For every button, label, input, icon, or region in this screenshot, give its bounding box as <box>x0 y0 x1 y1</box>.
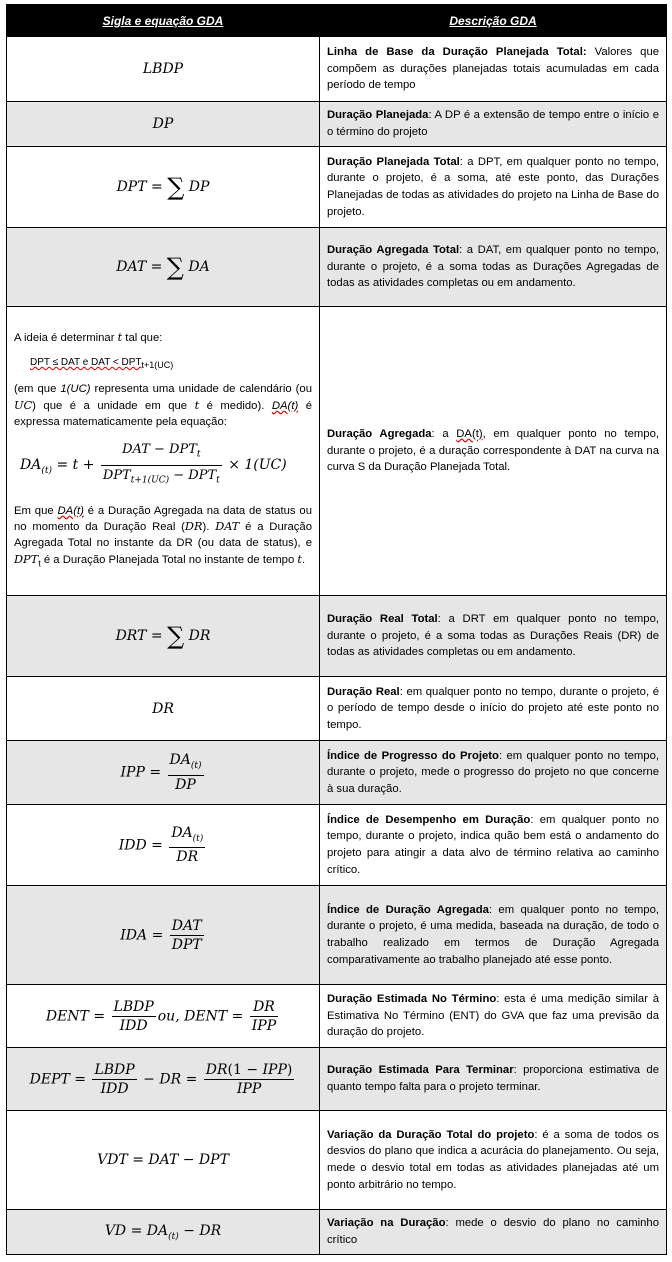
description-cell: Duração Estimada Para Terminar: proporciona estimativa de quanto tempo falta para o projeto terminar. <box>320 1048 667 1111</box>
description-cell: Duração Agregada: a DA(t), em qualquer ponto no tempo, durante o projeto, é a duração correspondente à DAT na curva na curva S da Duração Planejada Total. <box>320 307 667 596</box>
equation-dp: DP <box>7 102 320 147</box>
equation-dept: DEPT = $\frac{\text{LBDP}}{\text{IDD}}$ − DR = $\frac{\text{DR(1 − IPP)}}{\text{IPP}}$ <box>7 1048 320 1111</box>
ideia-cell: A ideia é determinar t tal que: DPT ≤ DAT e DAT < $DPT_{t+1(UC)}$ (em que 1(UC) representa uma unidade de calendário (ou UC) que é a unidade em que t é medido). DA(t) é expressa matematicamente pela equação: $DA_{(t)} = t$ + $\frac{DAT - DPT_t}{DPT_{t+1(UC)} - DPT_t}$ × 1(UC) Em que DA(t) é a Duração Agregada na data de status ou no momento da Duração Real (DR). DAT é a Duração Agregada Total no instante da DR (ou data de status), e $DPT_t$ é a Duração Planejada Total no instante de tempo t. <box>7 307 320 596</box>
equation-vdt: VDT = DAT − DPT <box>7 1111 320 1210</box>
equation-vd: VD = $DA_{(t)}$ − DR <box>7 1210 320 1255</box>
equation-dent: DENT = $\frac{\text{LBDP}}{\text{IDD}}$ ou, DENT = $\frac{DR}{\text{IPP}}$ <box>7 985 320 1048</box>
description-cell: Duração Agregada Total: a DAT, em qualquer ponto no tempo, durante o projeto, é a soma todas as Durações Agregadas de todas as atividades completas ou em andamento. <box>320 228 667 307</box>
table-row <box>7 805 667 886</box>
equation-dr: DR <box>7 677 320 741</box>
equation-dat: DAT = ∑ DA <box>7 228 320 307</box>
table-row <box>7 1210 667 1255</box>
description-cell: Variação da Duração Total do projeto: é a soma de todos os desvios do plano que indica a acurácia do planejamento. Ou seja, mede o desvio total em todas as atividades planejadas até um ponto arbitrário no tempo. <box>320 1111 667 1210</box>
table-row <box>7 596 667 677</box>
description-cell: Duração Planejada Total: a DPT, em qualquer ponto no tempo, durante o projeto, é a soma, até este ponto, das Durações Planejadas de todas as atividades do projeto na Linha de Base do projeto. <box>320 147 667 228</box>
equation-da-t: $DA_{(t)} = t$ + $\frac{DAT - DPT_t}{DPT_{t+1(UC)} - DPT_t}$ × 1(UC) <box>20 442 287 486</box>
equation-dpt: DPT = ∑ DP <box>7 147 320 228</box>
condition-equation: DPT ≤ DAT e DAT < DPT <box>30 356 142 368</box>
equation-idd: IDD = $\frac{DA_{(t)}}{DR}$ <box>7 805 320 886</box>
description-cell: Duração Estimada No Término: esta é uma medição similar à Estimativa No Término (ENT) do GVA que faz uma previsão da duração do projeto. <box>320 985 667 1048</box>
header-descricao: Descrição GDA <box>320 5 667 37</box>
table-row <box>7 886 667 985</box>
table-row <box>7 307 667 596</box>
table-row <box>7 147 667 228</box>
table-row <box>7 741 667 805</box>
description-cell: Índice de Progresso do Projeto: em qualquer ponto no tempo, durante o projeto, mede o progresso do projeto no que concerne à sua duração. <box>320 741 667 805</box>
table-row <box>7 228 667 307</box>
description-cell: Duração Planejada: A DP é a extensão de tempo entre o início e o término do projeto <box>320 102 667 147</box>
table-row <box>7 677 667 741</box>
description-cell: Duração Real: em qualquer ponto no tempo, durante o projeto, é o período de tempo desde o início do projeto até este ponto no tempo. <box>320 677 667 741</box>
table-row <box>7 1111 667 1210</box>
description-cell: Variação na Duração: mede o desvio do plano no caminho crítico <box>320 1210 667 1255</box>
equation-ida: IDA = $\frac{\text{DAT}}{\text{DPT}}$ <box>7 886 320 985</box>
table-header-row <box>7 5 667 37</box>
equation-ipp: IPP = $\frac{DA_{(t)}}{DP}$ <box>7 741 320 805</box>
equation-drt: DRT = ∑ DR <box>7 596 320 677</box>
description-cell: Linha de Base da Duração Planejada Total: Valores que compõem as durações planejadas totais acumuladas em cada período de tempo <box>320 37 667 102</box>
table-row <box>7 102 667 147</box>
table-row <box>7 1048 667 1111</box>
description-cell: Índice de Desempenho em Duração: em qualquer ponto no tempo, durante o projeto, indica quão bem está o andamento do projeto para atingir a data alvo de término relativa ao caminho crítico. <box>320 805 667 886</box>
table-row <box>7 985 667 1048</box>
header-sigla: Sigla e equação GDA <box>7 5 320 37</box>
equation-lbdp: LBDP <box>7 37 320 102</box>
description-cell: Índice de Duração Agregada: em qualquer ponto no tempo, durante o projeto, é uma medida, baseada na duração, de todo o trabalho realizado em termos de Duração Agregada comparativamente ao trabalho planejado até esse ponto. <box>320 886 667 985</box>
description-cell: Duração Real Total: a DRT em qualquer ponto no tempo, durante o projeto, é a soma todas as Durações Reais (DR) de todas as atividades completas ou em andamento. <box>320 596 667 677</box>
table-row <box>7 37 667 102</box>
gda-table <box>6 4 667 1255</box>
